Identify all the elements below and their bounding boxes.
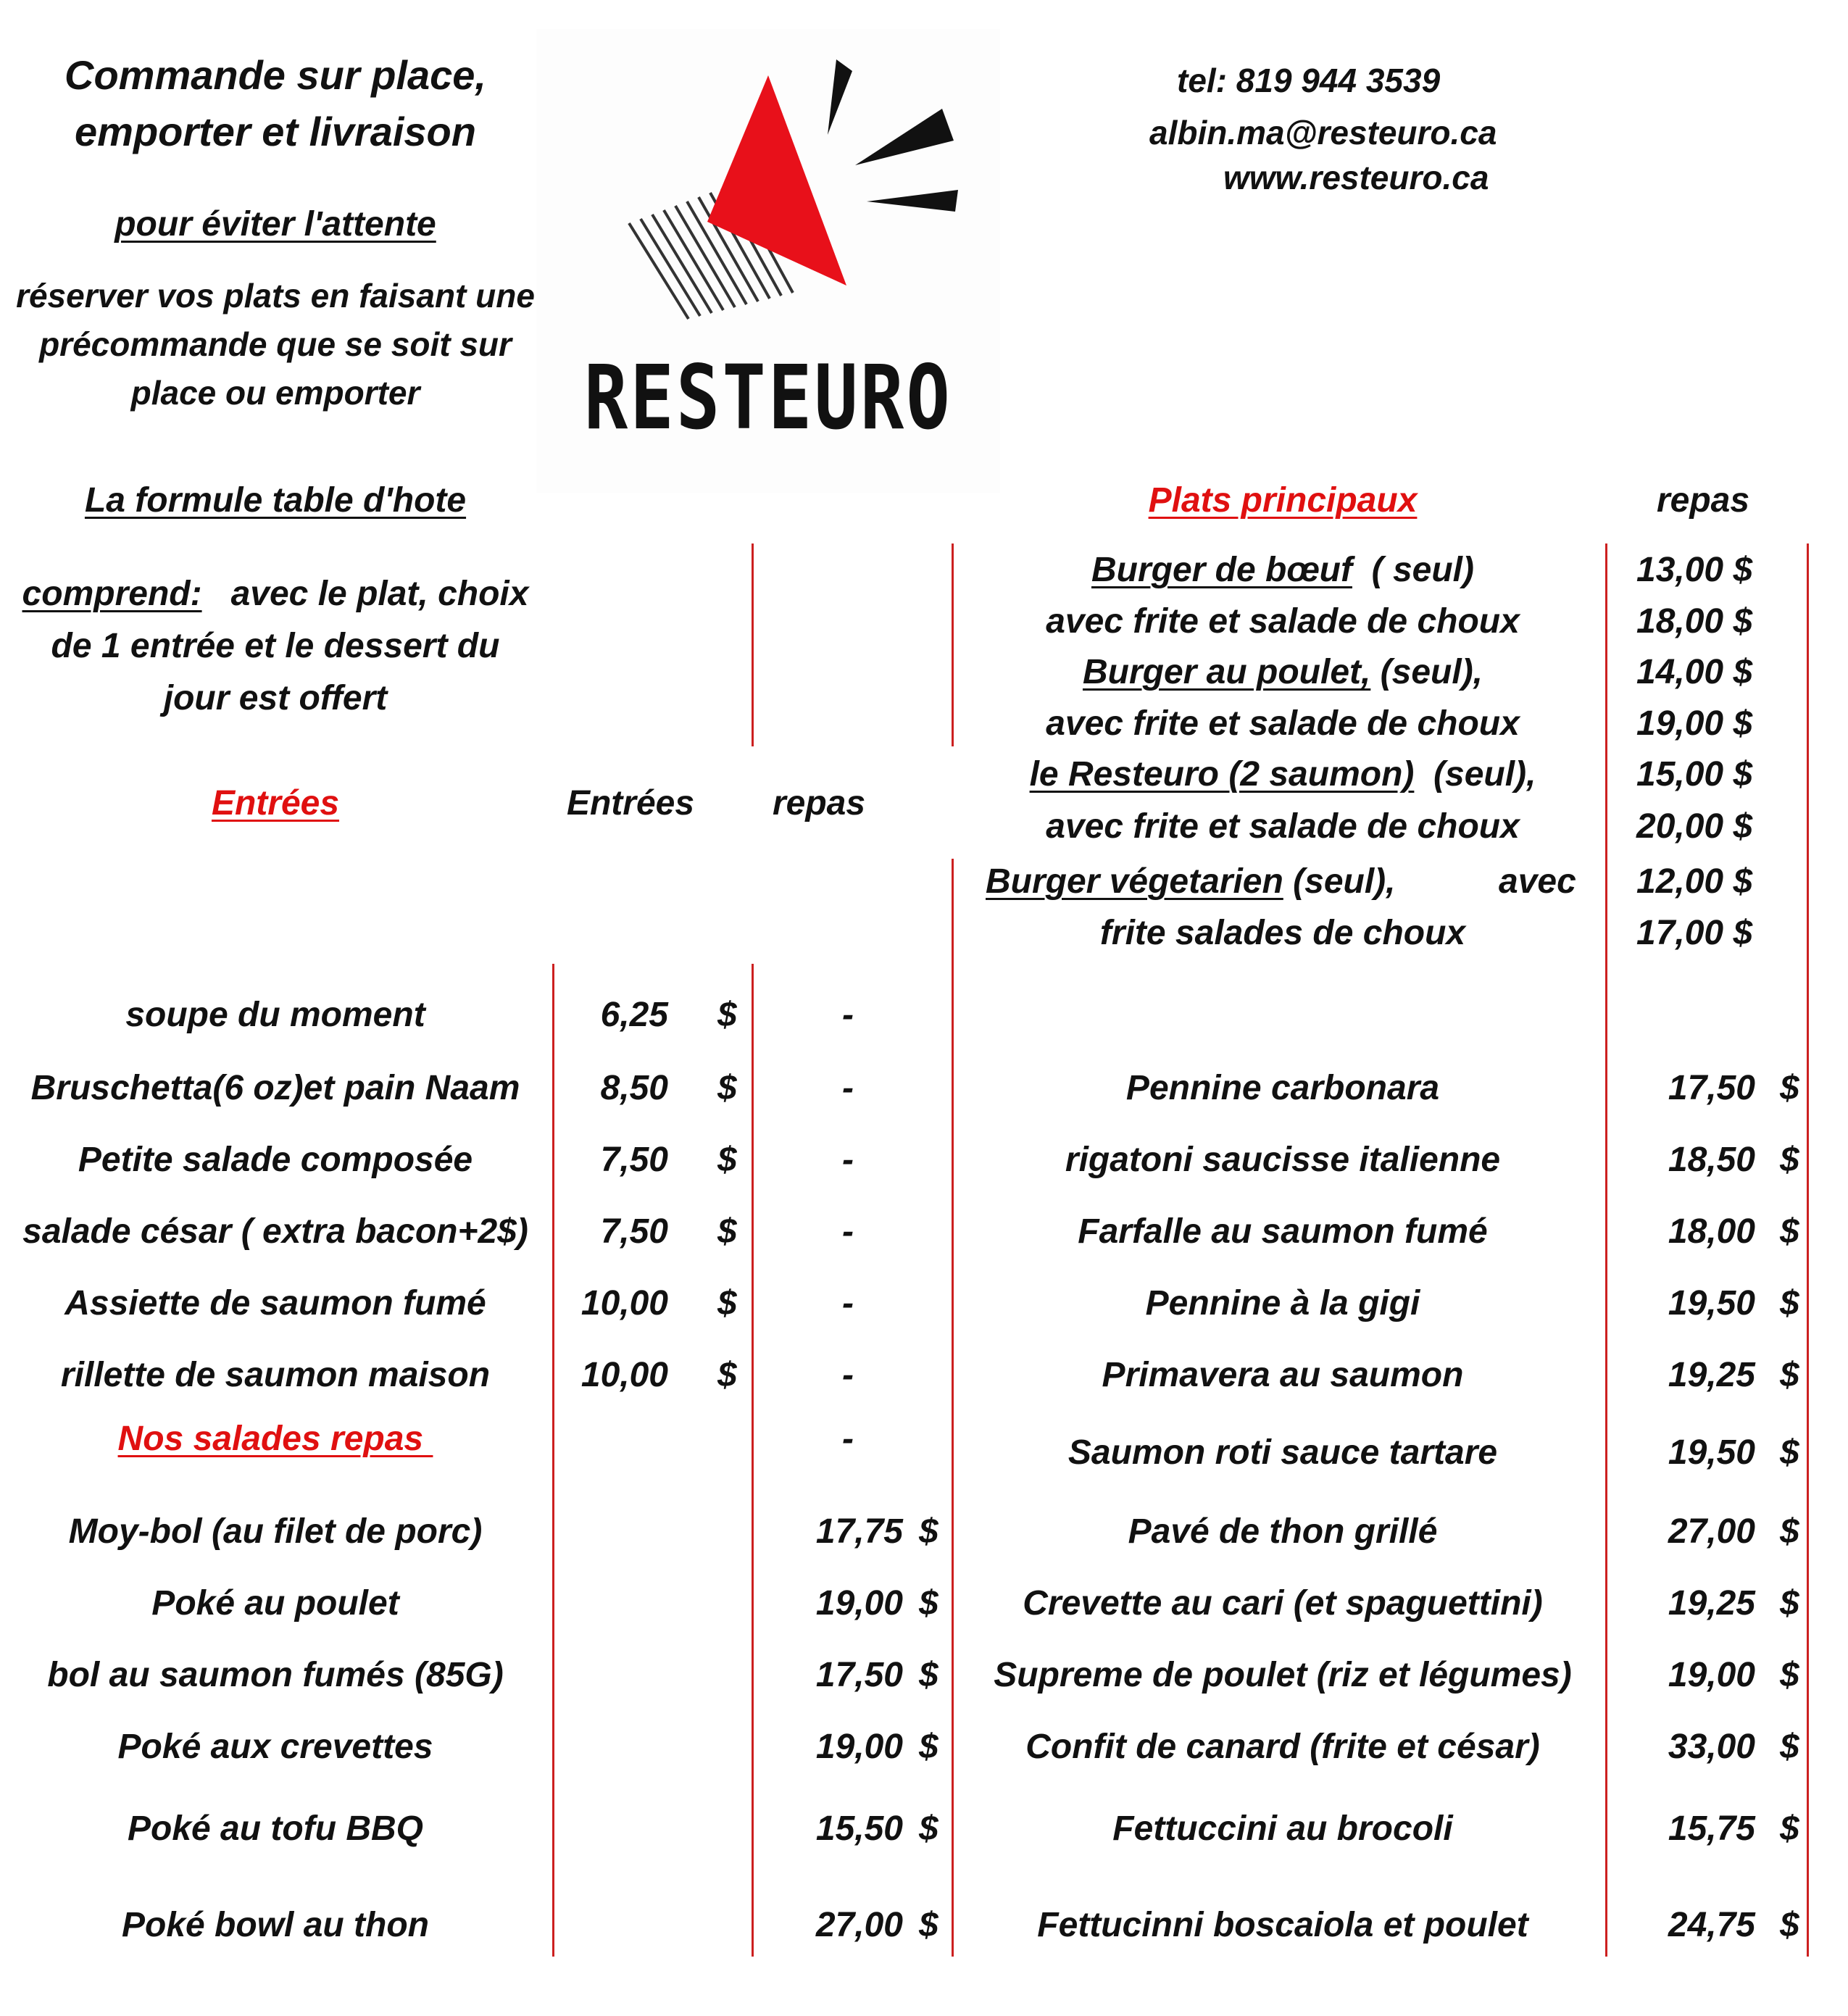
- plat-currency: $: [1780, 1809, 1799, 1848]
- burger-price-6: 20,00 $: [1636, 807, 1753, 846]
- salade-currency: $: [919, 1656, 938, 1694]
- salade-price: 27,00: [815, 1906, 903, 1944]
- entree-name: salade césar ( extra bacon+2$): [22, 1212, 528, 1251]
- veg-burger-rest: (seul),: [1283, 862, 1396, 901]
- salade-price: 19,00: [815, 1728, 903, 1766]
- plat-name: Confit de canard (frite et césar): [1025, 1728, 1540, 1766]
- plat-name: rigatoni saucisse italienne: [1065, 1141, 1501, 1179]
- veg-burger-name: Burger végetarien: [986, 862, 1283, 901]
- contact-tel: tel: 819 944 3539: [1177, 62, 1441, 99]
- plat-currency: $: [1780, 1656, 1799, 1694]
- salade-currency: $: [919, 1512, 938, 1551]
- entree-price: 6,25: [600, 996, 668, 1034]
- entree-price: 10,00: [580, 1356, 668, 1394]
- burger-price-2: 18,00 $: [1636, 602, 1753, 641]
- entree-currency: $: [717, 1212, 737, 1251]
- entree-name: Petite salade composée: [78, 1141, 473, 1179]
- burger-name: Burger de bœuf: [1091, 551, 1352, 589]
- plat-currency: $: [1780, 1433, 1799, 1472]
- entree-name: rillette de saumon maison: [60, 1356, 491, 1394]
- entree-price: 7,50: [600, 1141, 668, 1179]
- salade-price: 17,75: [815, 1512, 903, 1551]
- plat-name: Pavé de thon grillé: [1128, 1512, 1438, 1551]
- contact-email[interactable]: albin.ma@resteuro.ca: [1149, 114, 1497, 151]
- entree-repas: -: [842, 1356, 854, 1394]
- intro-desc1: réserver vos plats en faisant une: [16, 277, 535, 315]
- burger-price-4: 19,00 $: [1636, 704, 1753, 743]
- entree-name: Bruschetta(6 oz)et pain Naam: [30, 1069, 520, 1107]
- entrees-heading-text: Entrées: [211, 784, 340, 822]
- burger-rest: (seul),: [1370, 653, 1483, 691]
- veg-burger-price-2: 17,00 $: [1636, 914, 1753, 952]
- comprend-line2: de 1 entrée et le dessert du: [51, 627, 500, 665]
- plat-price: 17,50: [1668, 1069, 1755, 1107]
- veg-burger-price-1: 12,00 $: [1636, 862, 1753, 901]
- entrees-col-repas: repas: [772, 784, 866, 822]
- plat-name: Supreme de poulet (riz et légumes): [994, 1656, 1572, 1694]
- salades-heading-text: Nos salades repas: [117, 1420, 433, 1458]
- burger-rest: (seul),: [1414, 755, 1536, 794]
- plat-name: Fettucinni boscaiola et poulet: [1037, 1906, 1528, 1944]
- entrees-col-entrees: Entrées: [566, 784, 695, 822]
- comprend-label: comprend:: [22, 575, 202, 613]
- burger-row-6: [964, 809, 1602, 844]
- intro-desc2: précommande que se soit sur: [39, 325, 512, 363]
- table-hote-title-text: La formule table d'hote: [84, 481, 467, 520]
- entree-repas: -: [842, 1212, 854, 1251]
- plat-currency: $: [1780, 1069, 1799, 1107]
- salade-currency: $: [919, 1584, 938, 1623]
- plats-col-repas: repas: [1656, 481, 1750, 520]
- burger-rest: avec frite et salade de choux: [1046, 704, 1520, 743]
- intro-subtitle: [0, 207, 551, 242]
- rule-plats-left: [952, 964, 954, 1957]
- entree-currency: $: [717, 996, 737, 1034]
- salade-name: Moy-bol (au filet de porc): [68, 1512, 483, 1551]
- entree-repas: -: [842, 1069, 854, 1107]
- plats-heading: [964, 483, 1602, 518]
- entree-price: 10,00: [580, 1284, 668, 1323]
- plat-price: 19,50: [1668, 1433, 1755, 1472]
- plat-price: 18,50: [1668, 1141, 1755, 1179]
- burger-name: Burger au poulet,: [1082, 653, 1371, 691]
- entree-currency: $: [717, 1141, 737, 1179]
- veg-burger-line1: [986, 862, 1396, 901]
- salade-currency: $: [919, 1809, 938, 1848]
- plat-name: Farfalle au saumon fumé: [1078, 1212, 1488, 1251]
- burger-price-3: 14,00 $: [1636, 653, 1753, 691]
- plat-currency: $: [1780, 1212, 1799, 1251]
- burger-rest: avec frite et salade de choux: [1046, 602, 1520, 641]
- entree-price: 7,50: [600, 1212, 668, 1251]
- plat-name: Pennine à la gigi: [1145, 1284, 1420, 1323]
- plat-currency: $: [1780, 1356, 1799, 1394]
- salades-heading: [0, 1422, 551, 1457]
- intro-line1: Commande sur place,: [64, 52, 486, 98]
- plat-price: 19,25: [1668, 1584, 1755, 1623]
- rule-plats-price-right: [1807, 543, 1809, 1957]
- plat-price: 19,50: [1668, 1284, 1755, 1323]
- plat-price: 27,00: [1668, 1512, 1755, 1551]
- rule-plats-left-mid: [952, 859, 954, 964]
- comprend-text1: avec le plat, choix: [230, 575, 529, 613]
- plat-price: 24,75: [1668, 1906, 1755, 1944]
- plat-price: 19,00: [1668, 1656, 1755, 1694]
- plat-currency: $: [1780, 1141, 1799, 1179]
- entree-currency: $: [717, 1069, 737, 1107]
- plat-name: Saumon roti sauce tartare: [1067, 1433, 1498, 1472]
- plat-currency: $: [1780, 1728, 1799, 1766]
- logo-name: RESTEURO: [583, 346, 953, 449]
- contact-web[interactable]: www.resteuro.ca: [1223, 159, 1489, 196]
- rule-entree-price-left: [552, 964, 554, 1957]
- plat-name: Pennine carbonara: [1125, 1069, 1440, 1107]
- plat-price: 18,00: [1668, 1212, 1755, 1251]
- logo: [536, 29, 1000, 493]
- intro-desc3: place ou emporter: [130, 374, 420, 412]
- plats-heading-text: Plats principaux: [1148, 481, 1418, 520]
- burger-rest: avec frite et salade de choux: [1046, 807, 1520, 846]
- entree-name: Assiette de saumon fumé: [64, 1284, 486, 1323]
- burger-row-4: [964, 704, 1602, 743]
- entree-repas: -: [842, 1141, 854, 1179]
- plat-price: 19,25: [1668, 1356, 1755, 1394]
- plat-price: 33,00: [1668, 1728, 1755, 1766]
- plat-price: 15,75: [1668, 1809, 1755, 1848]
- plat-currency: $: [1780, 1906, 1799, 1944]
- entree-price: 8,50: [600, 1069, 668, 1107]
- burger-rest: ( seul): [1352, 551, 1474, 589]
- veg-burger-avec: avec: [1499, 862, 1576, 901]
- burger-name: le Resteuro (2 saumon): [1029, 755, 1415, 794]
- salade-name: Poké aux crevettes: [117, 1728, 433, 1766]
- rule-plats-left-top: [952, 543, 954, 746]
- burger-row-2: [964, 604, 1602, 639]
- veg-burger-line2: frite salades de choux: [1099, 914, 1466, 952]
- rule-plats-price-left: [1605, 543, 1607, 1957]
- entree-name: soupe du moment: [125, 996, 425, 1034]
- entrees-heading: [0, 786, 551, 821]
- salade-price: 17,50: [815, 1656, 903, 1694]
- plat-name: Crevette au cari (et spaguettini): [1023, 1584, 1543, 1623]
- salades-heading-dash: -: [842, 1420, 854, 1458]
- burger-price-1: 13,00 $: [1636, 551, 1753, 589]
- salade-price: 19,00: [815, 1584, 903, 1623]
- salade-name: Poké au poulet: [151, 1584, 399, 1623]
- salade-name: bol au saumon fumés (85G): [47, 1656, 504, 1694]
- rule-entree-price-right: [752, 964, 754, 1957]
- salade-price: 15,50: [815, 1809, 903, 1848]
- plat-name: Primavera au saumon: [1102, 1356, 1464, 1394]
- salade-name: Poké bowl au thon: [121, 1906, 429, 1944]
- table-hote-title: [0, 483, 551, 518]
- comprend-line3: jour est offert: [163, 679, 388, 717]
- plat-currency: $: [1780, 1284, 1799, 1323]
- rule-entree-price-right-top: [752, 543, 754, 746]
- plat-currency: $: [1780, 1512, 1799, 1551]
- plat-name: Fettuccini au brocoli: [1112, 1809, 1453, 1848]
- plat-currency: $: [1780, 1584, 1799, 1623]
- entree-repas: -: [842, 1284, 854, 1323]
- entree-currency: $: [717, 1356, 737, 1394]
- entree-repas: -: [842, 996, 854, 1034]
- intro-line2: emporter et livraison: [75, 109, 476, 154]
- burger-row-1: [964, 553, 1602, 588]
- salade-name: Poké au tofu BBQ: [127, 1809, 424, 1848]
- comprend-line1: [0, 577, 551, 612]
- burger-row-5: [964, 757, 1602, 792]
- entree-currency: $: [717, 1284, 737, 1323]
- intro-subtitle-text: pour éviter l'attente: [115, 205, 436, 243]
- salade-currency: $: [919, 1728, 938, 1766]
- burger-row-3: [964, 655, 1602, 690]
- burger-price-5: 15,00 $: [1636, 755, 1753, 794]
- salade-currency: $: [919, 1906, 938, 1944]
